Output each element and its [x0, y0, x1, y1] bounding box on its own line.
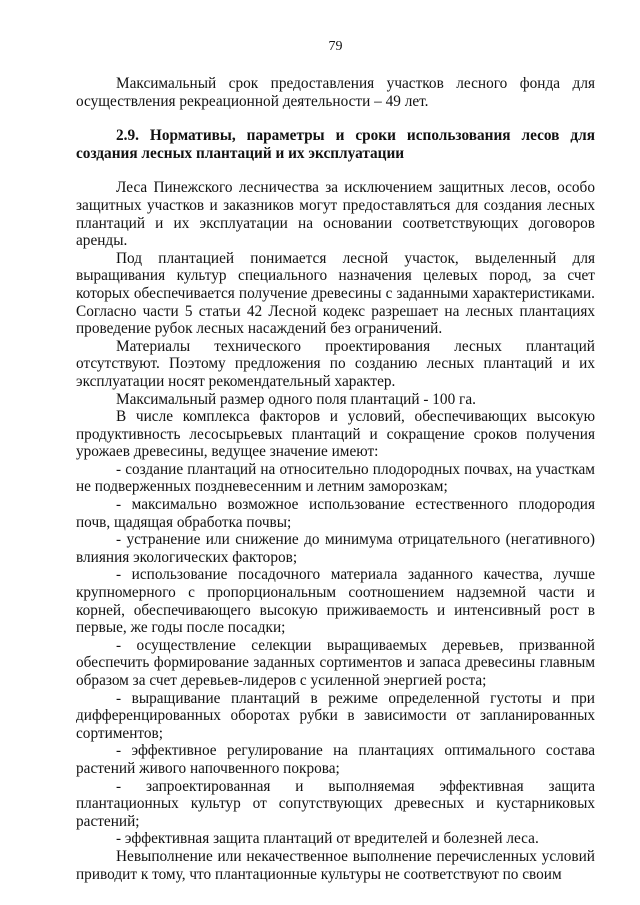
body-paragraph: Материалы технического проектирования лесных плантаций отсутствуют. Поэтому предложения по созданию лесных плантаций и их эксплуатации носят рекомендательный характер. — [76, 337, 595, 390]
body-paragraph: В числе комплекса факторов и условий, обеспечивающих высокую продуктивность лесосырьевых плантаций и сокращение сроков получения урожаев древесины, ведущее значение имеют: — [76, 408, 595, 461]
body-paragraph: Под плантацией понимается лесной участок, выделенный для выращивания культур специального назначения целевых пород, за счет которых обеспечивается получение древесины с заданными характеристиками. Согласно части 5 статьи 42 Лесной кодекс разрешает на лесных плантациях проведение рубок лесных насаждений без ограничений. — [76, 249, 595, 338]
list-item: - осуществление селекции выращиваемых деревьев, призванной обеспечить формирование заданных сортиментов и запаса древесины главным образом за счет деревьев-лидеров с усиленной энергией роста; — [76, 636, 595, 689]
body-paragraph: Леса Пинежского лесничества за исключением защитных лесов, особо защитных участков и заказников могут предоставляться для создания лесных плантаций и их эксплуатации на основании соответствующих договоров аренды. — [76, 179, 595, 250]
list-item: - создание плантаций на относительно плодородных почвах, на участкам не подверженных поздневесенним и летним заморозкам; — [76, 460, 595, 496]
closing-paragraph: Невыполнение или некачественное выполнение перечисленных условий приводит к тому, что плантационные культуры не соответствуют по своим — [76, 847, 595, 883]
list-item: - эффективное регулирование на плантациях оптимального состава растений живого напочвенного покрова; — [76, 742, 595, 777]
list-item: - выращивание плантаций в режиме определенной густоты и при дифференцированных оборотах рубки в зависимости от запланированных сортиментов; — [76, 689, 595, 742]
page-number: 79 — [328, 39, 343, 54]
list-item: - использование посадочного материала заданного качества, лучше крупномерного с пропорциональным соотношением надземной части и корней, обеспечивающего высокую приживаемость и интенсивный рост в первые, же годы после посадки; — [76, 566, 595, 637]
document-page — [76, 38, 595, 883]
list-item: - устранение или снижение до минимума отрицательного (негативного) влияния экологических факторов; — [76, 531, 595, 566]
list-item: - эффективная защита плантаций от вредителей и болезней леса. — [116, 830, 539, 848]
intro-paragraph: Максимальный срок предоставления участков лесного фонда для осуществления рекреационной деятельности – 49 лет. — [76, 75, 595, 110]
body-paragraph: Максимальный размер одного поля плантаций - 100 га. — [116, 390, 476, 408]
list-item: - запроектированная и выполняемая эффективная защита плантационных культур от сопутствующих древесных и кустарниковых растений; — [76, 777, 595, 830]
list-item: - максимально возможное использование естественного плодородия почв, щадящая обработка почвы; — [76, 496, 595, 531]
section-heading: 2.9. Нормативы, параметры и сроки использования лесов для создания лесных плантаций и их эксплуатации — [76, 127, 595, 162]
